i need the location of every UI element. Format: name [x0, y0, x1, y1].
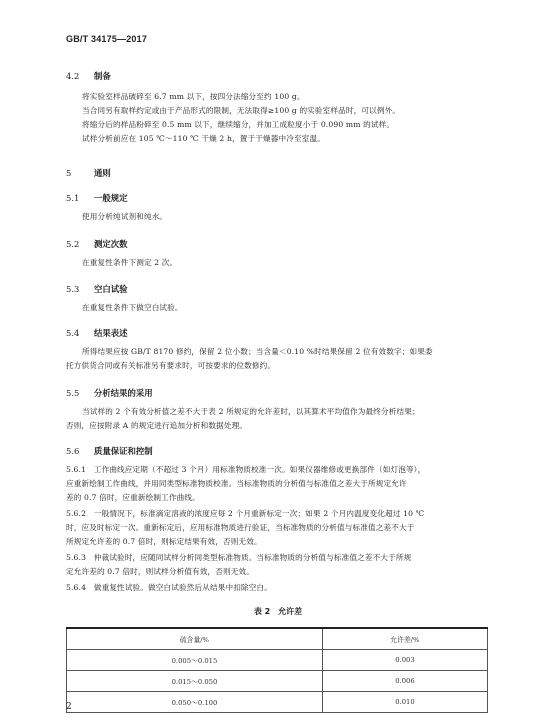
- section-number: 5.2: [66, 239, 80, 249]
- paragraph-line: 当合同另有取样约定或由于产品形式的限制，无法取得≥100 g 的实验室样品时，可以例外。: [82, 106, 401, 115]
- section-5-heading: [66, 167, 111, 179]
- paragraph-line: 时，应及时标定一次。重新标定后，应用标准物质进行验证，当标准物质的分析值与标准值之差不大于: [66, 523, 415, 532]
- clause-5-6-4-line: [66, 581, 272, 595]
- section-number: 5.1: [66, 193, 80, 203]
- table-cell: 0.010: [322, 692, 487, 713]
- section-number: 4.2: [66, 71, 80, 81]
- section-5-4-heading: [66, 327, 128, 339]
- section-title: 测定次数: [94, 239, 128, 249]
- paragraph-line: 在重复性条件下测定 2 次。: [82, 258, 178, 267]
- section-title: 制备: [94, 71, 111, 81]
- section-number: 5: [66, 168, 72, 178]
- section-5-3-heading: [66, 283, 128, 295]
- table-cell: 0.005～0.015: [67, 650, 323, 671]
- clause-number: 5.6.4: [66, 583, 87, 592]
- paragraph-line: 托方供货合同或有关标准另有要求时，可按要求的位数修约。: [66, 361, 276, 370]
- section-title: 分析结果的采用: [94, 388, 153, 398]
- section-5-5-heading: [66, 387, 153, 399]
- section-number: 5.6: [66, 446, 80, 456]
- clause-5-6-3-line: [66, 551, 411, 565]
- paragraph-line: 当试样的 2 个有效分析值之差不大于表 2 所规定的允许差时，以其算术平均值作为最终分析结果；: [82, 407, 420, 416]
- clause-5-6-1-line: [66, 463, 425, 477]
- section-title: 结果表述: [94, 328, 128, 338]
- table-cell: 0.015～0.050: [67, 671, 323, 692]
- paragraph-line: 使用分析纯试剂和纯水。: [82, 212, 168, 221]
- section-5-2-heading: [66, 238, 128, 250]
- paragraph-line: 定允许差的 0.7 倍时，则试样分析值有效，否则无效。: [66, 567, 255, 576]
- table-row: [67, 650, 488, 671]
- section-number: 5.4: [66, 328, 80, 338]
- section-title: 质量保证和控制: [94, 446, 153, 456]
- table-row: [67, 671, 488, 692]
- paragraph-line: 所得结果应按 GB/T 8170 修约，保留 2 位小数；当含量＜0.10 %时结果保留 2 位有效数字；如果委: [82, 347, 433, 356]
- table-cell: 0.006: [322, 671, 487, 692]
- section-number: 5.5: [66, 388, 80, 398]
- standard-code: GB/T 34175—2017: [66, 34, 148, 44]
- paragraph-line: 否则，应按附录 A 的规定进行追加分析和数据处理。: [66, 421, 248, 430]
- clause-text: 工作曲线应定期（不超过 3 个月）用标准物质校准一次。如果仪器维修或更换部件（如灯泡等），: [93, 465, 426, 474]
- clause-5-6-2-line: [66, 507, 424, 521]
- paragraph-line: 试样分析前应在 105 ℃～110 ℃ 干燥 2 h，置于干燥器中冷至室温。: [82, 134, 325, 143]
- column-header-sulfur-content: 硫含量/%: [67, 628, 323, 650]
- column-header-tolerance: 允许差/%: [322, 628, 487, 650]
- page-number: 2: [66, 702, 72, 712]
- table-cell: 0.050～0.100: [67, 692, 323, 713]
- section-title: 一般规定: [94, 193, 128, 203]
- clause-number: 5.6.1: [66, 465, 87, 474]
- clause-number: 5.6.3: [66, 553, 87, 562]
- paragraph-line: 将缩分后的样品粉碎至 0.5 mm 以下，继续缩分，并加工成粒度小于 0.090 mm 的试样。: [82, 120, 395, 129]
- clause-text: 做重复性试验。做空白试验然后从结果中扣除空白。: [93, 583, 272, 592]
- section-4-2-heading: [66, 70, 111, 82]
- section-title: 通则: [94, 168, 111, 178]
- paragraph-line: 应重新绘制工作曲线，并用同类型标准物质校准。当标准物质的分析值与标准值之差大于所规定允许: [66, 479, 407, 488]
- tolerance-table: [66, 627, 488, 713]
- paragraph-line: 将实验室样品破碎至 6.7 mm 以下，按四分法缩分至约 100 g。: [82, 92, 305, 101]
- table-header-row: [67, 628, 488, 650]
- clause-text: 一般情况下，标准滴定溶液的浓度应每 2 个月重新标定一次；如果 2 个月内温度变化超过 10 ℃: [93, 509, 425, 518]
- paragraph-line: 差的 0.7 倍时，应重新绘制工作曲线。: [66, 493, 200, 502]
- table-row: [67, 692, 488, 713]
- clause-text: 仲裁试验时，应随同试样分析同类型标准物质。当标准物质的分析值与标准值之差不大于所规: [93, 553, 412, 562]
- paragraph-line: 在重复性条件下做空白试验。: [82, 303, 183, 312]
- section-5-6-heading: [66, 445, 153, 457]
- paragraph-line: 所规定允许差的 0.7 倍时，则标定结果有效，否则无效。: [66, 537, 262, 546]
- section-number: 5.3: [66, 284, 80, 294]
- section-5-1-heading: [66, 192, 128, 204]
- table-caption: 表 2 允许差: [253, 607, 303, 616]
- clause-number: 5.6.2: [66, 509, 87, 518]
- section-title: 空白试验: [94, 284, 128, 294]
- table-cell: 0.003: [322, 650, 487, 671]
